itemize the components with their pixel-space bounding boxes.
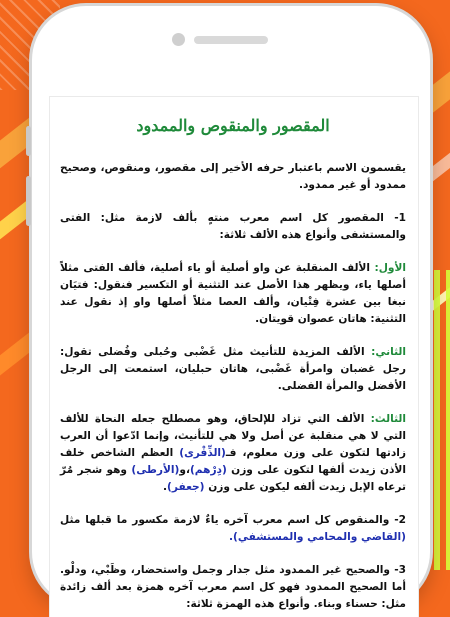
text-manqus: 2- والمنقوص كل اسم معرب آخره ياءٌ لازمة مكسور ما قبلها مثل — [60, 514, 406, 526]
text-third-b: العظم الشاخص خلف الأذن زيدت ألفها لتكون على وزن — [60, 447, 407, 476]
word-dirham: (دِرْهم) — [189, 464, 227, 476]
paragraph-mamdud: 3- والصحيح غير الممدود مثل جدار وجمل واستحضار، وظَبْي، ودلْو. أما الصحيح الممدود فهو كل اسم معرب آخره همزة بعد ألف زائدة مثل: حسناء وبناء. وأنواع هذه الهمزة ثلاثة: — [60, 564, 406, 610]
paragraph-maqsur: 1- المقصور كل اسم معرب منتهٍ بألف لازمة مثل: الفتى والمستشفى وأنواع هذه الألف ثلاثة: — [60, 212, 406, 241]
text-third-a: الألف التي تزاد للإلحاق، وهو مصطلح جعله النحاة للألف التي لا هي منقلبة عن أصل ولا هي للتأنيث، وإنما ادّعوا أن العرب زادتها لتكون على وزن معلوم، فـ — [60, 413, 407, 459]
label-third: الثالث: — [370, 413, 406, 425]
page-title: المقصور والمنقوص والممدود — [136, 116, 330, 135]
paragraph-second-type — [60, 344, 406, 395]
word-dhifra: (الذِّفْرى) — [179, 447, 226, 459]
article-content — [50, 97, 418, 613]
label-second: الثاني: — [371, 346, 406, 358]
paragraph-manqus — [60, 512, 406, 546]
paragraph-first-type — [60, 260, 406, 328]
word-arta: (الأرطى) — [131, 464, 180, 476]
text-first: الألف المنقلبة عن واو أصلية أو ياء أصلية، فألف الفتى مثلاً أصلها ياء، ويظهر هذا الأصل عند التثنية أو التكسير فنقول: فتيَان نبغا بين عشرة فِتْيان، وألف العصا مثلاً أصلها واو إذ نقول عند التثنية: هاتان عصوان قويتان. — [60, 262, 406, 325]
text-second: الألف المزيدة للتأنيث مثل غَضْبى وحُبلى وفُضلى تقول: رجل غضبان وامرأة غَضْبى، هاتان حبليان، استمعت إلى الرجل الأفضل والمرأة الفضلى. — [60, 346, 406, 392]
text-third-c: ،و — [179, 464, 190, 476]
volume-up-button — [26, 126, 31, 156]
phone-frame — [32, 6, 430, 610]
text-third-e: . — [162, 481, 168, 493]
intro-paragraph: يقسمون الاسم باعتبار حرفه الأخير إلى مقصور، ومنقوص، وصحيح ممدود أو غير ممدود. — [60, 162, 406, 191]
speaker-grille — [194, 36, 268, 44]
text-third-d: وهو شجر مُرّ ترعاه الإبل زيدت ألفه ليكون على وزن — [60, 464, 406, 493]
volume-down-button — [26, 176, 31, 226]
front-camera-icon — [172, 33, 185, 46]
phone-screen[interactable] — [49, 96, 419, 617]
paragraph-third-type — [60, 411, 406, 496]
examples-manqus: (القاضي والمحامي والمستشفي). — [229, 531, 406, 543]
label-first: الأول: — [374, 262, 406, 274]
word-jaafar: (جعفر) — [167, 481, 205, 493]
